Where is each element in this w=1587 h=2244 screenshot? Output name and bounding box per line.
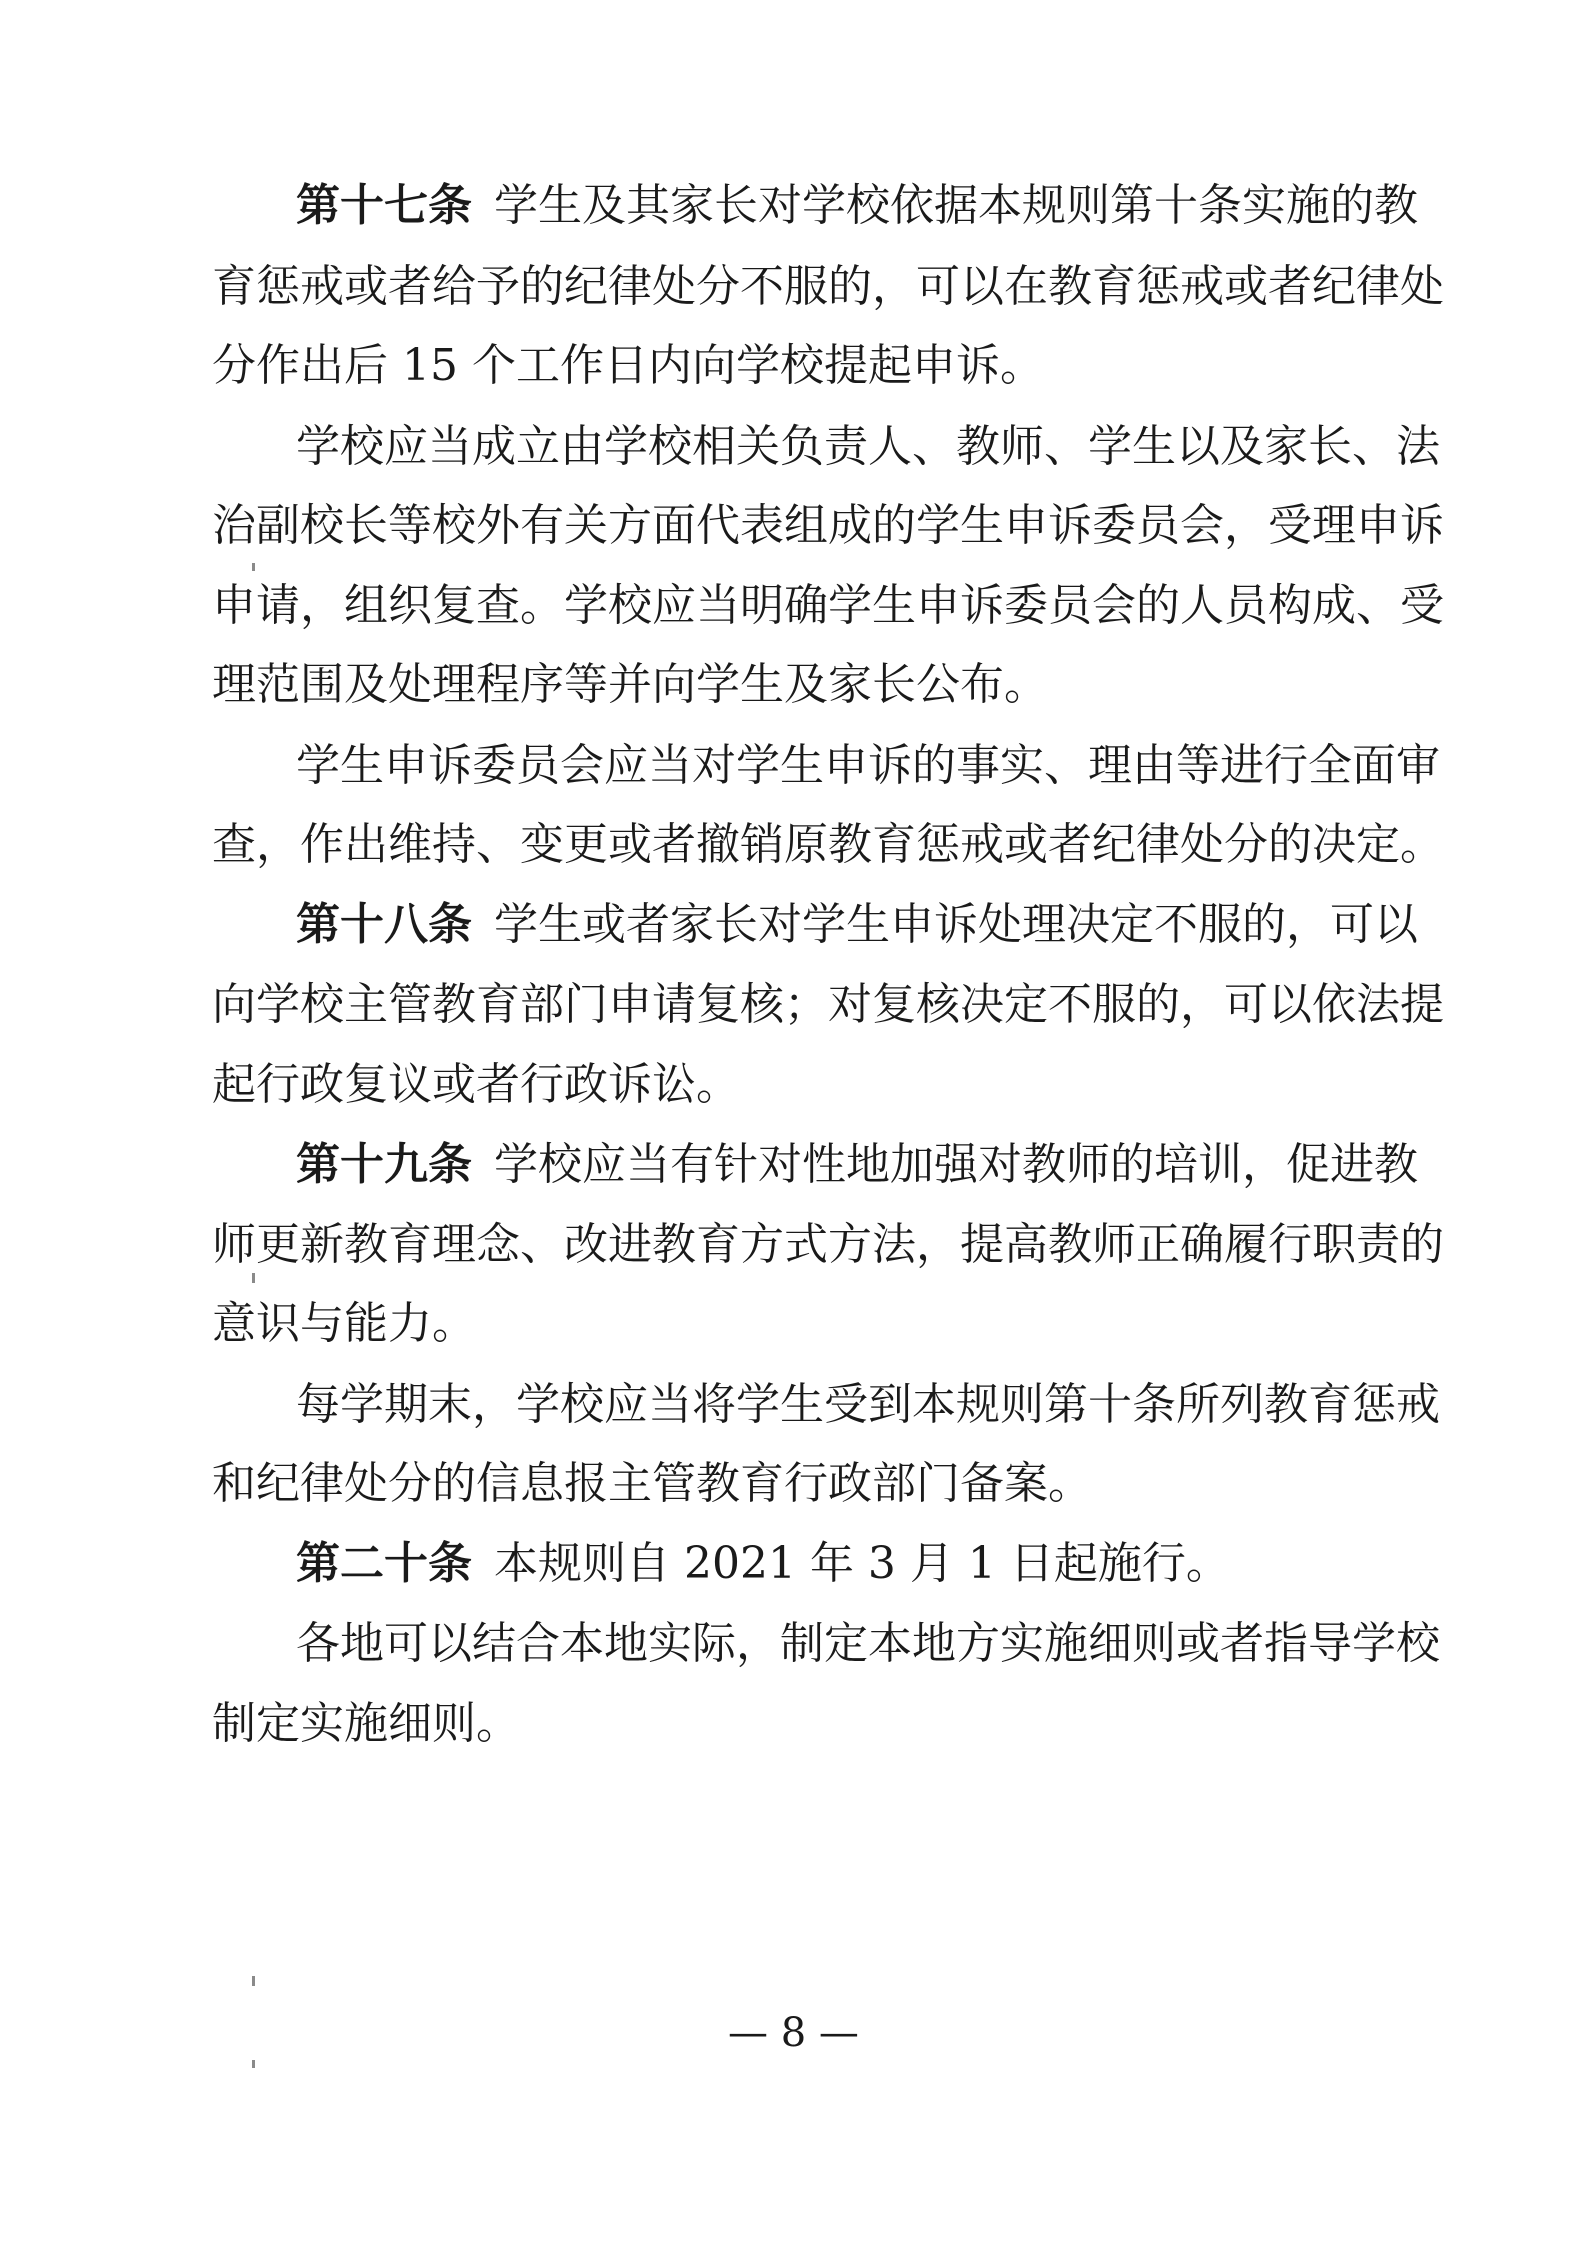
article-19-text: 学校应当有针对性地加强对教师的培训，促进教 xyxy=(494,1139,1418,1190)
article-17-p2-line-4: 理范围及处理程序等并向学生及家长公布。 xyxy=(212,659,1048,710)
article-17-p2-line-1: 学校应当成立由学校相关负责人、教师、学生以及家长、法 xyxy=(296,421,1440,472)
article-17-line-1 xyxy=(296,176,1418,236)
article-18-label: 第十八条 xyxy=(296,899,472,950)
article-17-label: 第十七条 xyxy=(296,180,472,231)
article-17-p2-line-2: 治副校长等校外有关方面代表组成的学生申诉委员会，受理申诉 xyxy=(212,500,1444,551)
article-19-p2-line-1: 每学期末，学校应当将学生受到本规则第十条所列教育惩戒 xyxy=(296,1379,1440,1430)
scan-mark xyxy=(252,1976,255,1986)
page-number: — 8 — xyxy=(728,2010,859,2056)
scan-mark xyxy=(252,2060,255,2068)
article-19-label: 第十九条 xyxy=(296,1139,472,1190)
article-19-line-2: 师更新教育理念、改进教育方式方法，提高教师正确履行职责的 xyxy=(212,1219,1444,1270)
article-20-p2-line-2: 制定实施细则。 xyxy=(212,1698,520,1749)
article-17-p2-line-3: 申请，组织复查。学校应当明确学生申诉委员会的人员构成、受 xyxy=(212,580,1444,631)
article-18-line-1 xyxy=(296,895,1418,955)
article-18-line-3: 起行政复议或者行政诉讼。 xyxy=(212,1059,740,1110)
article-17-p3-line-1: 学生申诉委员会应当对学生申诉的事实、理由等进行全面审 xyxy=(296,740,1440,791)
scan-mark xyxy=(252,563,255,571)
article-17-line-2: 育惩戒或者给予的纪律处分不服的，可以在教育惩戒或者纪律处 xyxy=(212,261,1444,312)
article-20-line-1 xyxy=(296,1534,1392,1594)
article-19-p2-line-2: 和纪律处分的信息报主管教育行政部门备案。 xyxy=(212,1458,1092,1509)
article-17-p3-line-2: 查，作出维持、变更或者撤销原教育惩戒或者纪律处分的决定。 xyxy=(212,819,1444,870)
article-20-label: 第二十条 xyxy=(296,1538,472,1589)
article-18-line-2: 向学校主管教育部门申请复核；对复核决定不服的，可以依法提 xyxy=(212,979,1444,1030)
article-20-p2-line-1: 各地可以结合本地实际，制定本地方实施细则或者指导学校 xyxy=(296,1618,1440,1669)
article-19-line-1 xyxy=(296,1135,1418,1195)
article-17-text: 学生及其家长对学校依据本规则第十条实施的教 xyxy=(494,180,1418,231)
article-19-line-3: 意识与能力。 xyxy=(212,1298,476,1349)
article-17-line-3: 分作出后 15 个工作日内向学校提起申诉。 xyxy=(212,340,1044,391)
article-20-text: 本规则自 2021 年 3 月 1 日起施行。 xyxy=(494,1538,1230,1589)
scan-mark xyxy=(252,1273,255,1283)
article-18-text: 学生或者家长对学生申诉处理决定不服的，可以 xyxy=(494,899,1418,950)
